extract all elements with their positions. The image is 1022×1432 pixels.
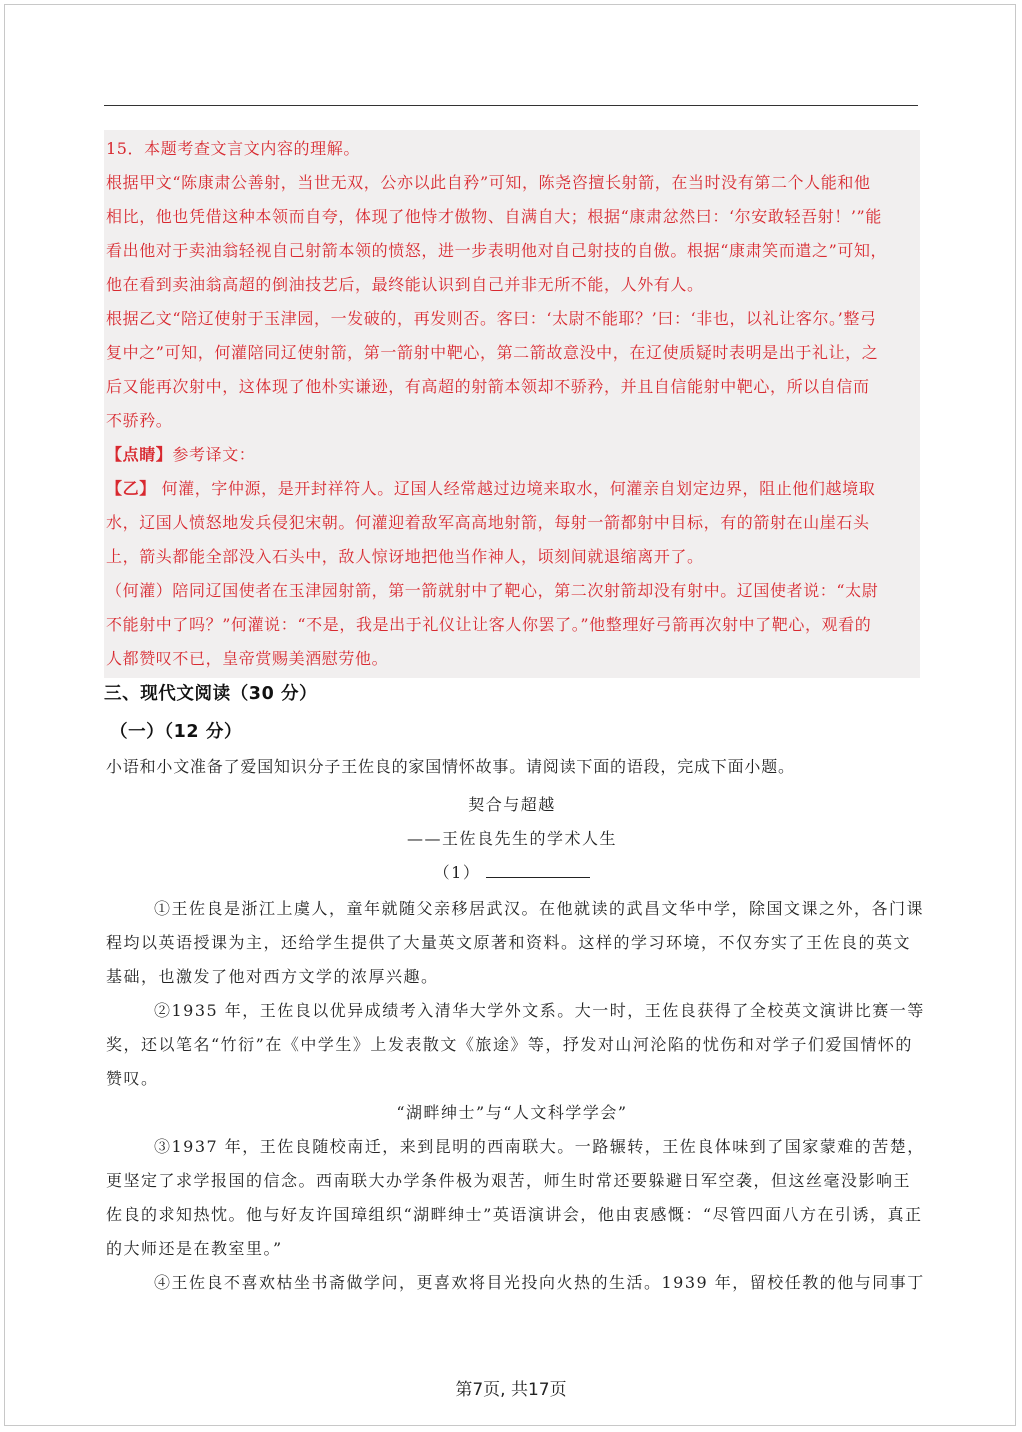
translation-text: 何灌，字仲源，是开封祥符人。辽国人经常越过边境来取水，何灌亲自划定边界，阻止他们越境取 <box>161 479 876 498</box>
section-intro: 小语和小文准备了爱国知识分子王佐良的家国情怀故事。请阅读下面的语段，完成下面小题。 <box>106 757 795 776</box>
translation-line: 上，箭头都能全部没入石头中，敌人惊讶地把他当作神人，顷刻间就退缩离开了。 <box>106 547 704 566</box>
analysis-line: 不骄矜。 <box>106 411 173 430</box>
article-subtitle: ——王佐良先生的学术人生 <box>406 829 617 848</box>
dianjing-line <box>106 442 255 465</box>
paragraph-line: ②1935 年，王佐良以优异成绩考入清华大学外文系。大一时，王佐良获得了全校英文演讲比赛一等 <box>154 1001 925 1020</box>
translation-line: 人都赞叹不已，皇帝赏赐美酒慰劳他。 <box>106 649 389 668</box>
analysis-line: 15．本题考查文言文内容的理解。 <box>106 139 360 158</box>
analysis-line: 根据甲文“陈康肃公善射，当世无双，公亦以此自矜”可知，陈尧咨擅长射箭，在当时没有第二个人能和他 <box>106 173 871 192</box>
translation-line: （何灌）陪同辽国使者在玉津园射箭，第一箭就射中了靶心，第二次射箭却没有射中。辽国使者说：“太尉 <box>106 581 879 600</box>
translation-line: 水，辽国人愤怒地发兵侵犯宋朝。何灌迎着敌军高高地射箭，每射一箭都射中目标，有的箭射在山崖石头 <box>106 513 870 532</box>
article-subheading: “湖畔绅士”与“人文科学学会” <box>396 1103 628 1122</box>
fill-blank <box>486 863 590 878</box>
article-title: 契合与超越 <box>468 795 556 814</box>
analysis-line: 根据乙文“陪辽使射于玉津园，一发破的，再发则否。客曰：‘太尉不能耶？’曰：‘非也，以礼让客尔。’整弓 <box>106 309 877 328</box>
dianjing-text: 参考译文： <box>172 445 256 464</box>
analysis-line: 相比，他也凭借这种本领而自夸，体现了他恃才傲物、自满自大；根据“康肃忿然曰：‘尔安敢轻吾射！’”能 <box>106 207 882 226</box>
blank-question <box>106 860 918 883</box>
paragraph-line: 奖，还以笔名“竹衍”在《中学生》上发表散文《旅途》等，抒发对山河沦陷的忧伤和对学子们爱国情怀的 <box>106 1035 913 1054</box>
translation-line <box>106 476 875 499</box>
paragraph-line: 基础，也激发了他对西方文学的浓厚兴趣。 <box>106 967 439 986</box>
paragraph-line: 程均以英语授课为主，还给学生提供了大量英文原著和资料。这样的学习环境，不仅夯实了王佐良的英文 <box>106 933 912 952</box>
paragraph-line: 的大师还是在教室里。” <box>106 1239 283 1258</box>
page-number: 第7页, 共17页 <box>455 1380 567 1400</box>
translation-line: 不能射中了吗？”何灌说：“不是，我是出于礼仪让让客人你罢了。”他整理好弓箭再次射中了靶心，观看的 <box>106 615 872 634</box>
paragraph-line: 赞叹。 <box>106 1069 159 1088</box>
dianjing-tag: 【点睛】 <box>106 445 173 464</box>
header-rule <box>104 105 918 106</box>
analysis-line: 复中之”可知，何灌陪同辽使射箭，第一箭射中靶心，第二箭故意没中，在辽使质疑时表明是出于礼让，之 <box>106 343 879 362</box>
analysis-line: 看出他对于卖油翁轻视自己射箭本领的愤怒，进一步表明他对自己射技的自傲。根据“康肃笑而遣之”可知， <box>106 241 888 260</box>
section-subtitle: （一）（12 分） <box>110 722 243 742</box>
paragraph-line: ④王佐良不喜欢枯坐书斋做学问，更喜欢将目光投向火热的生活。1939 年，留校任教的他与同事丁 <box>154 1273 925 1292</box>
paragraph-line: ①王佐良是浙江上虞人，童年就随父亲移居武汉。在他就读的武昌文华中学，除国文课之外，各门课 <box>154 899 925 918</box>
analysis-line: 后又能再次射中，这体现了他朴实谦逊，有高超的射箭本领却不骄矜，并且自信能射中靶心，所以自信而 <box>106 377 870 396</box>
section-title: 三、现代文阅读（30 分） <box>104 684 318 704</box>
blank-label: （1） <box>433 863 481 882</box>
yi-tag: 【乙】 <box>106 479 156 498</box>
paragraph-line: 佐良的求知热忱。他与好友许国璋组织“湖畔绅士”英语演讲会，他由衷感慨：“尽管四面八方在引诱，真正 <box>106 1205 923 1224</box>
analysis-line: 他在看到卖油翁高超的倒油技艺后，最终能认识到自己并非无所不能，人外有人。 <box>106 275 704 294</box>
paragraph-line: 更坚定了求学报国的信念。西南联大办学条件极为艰苦，师生时常还要躲避日军空袭，但这丝毫没影响王 <box>106 1171 912 1190</box>
paragraph-line: ③1937 年，王佐良随校南迁，来到昆明的西南联大。一路辗转，王佐良体味到了国家蒙难的苦楚， <box>154 1137 925 1156</box>
